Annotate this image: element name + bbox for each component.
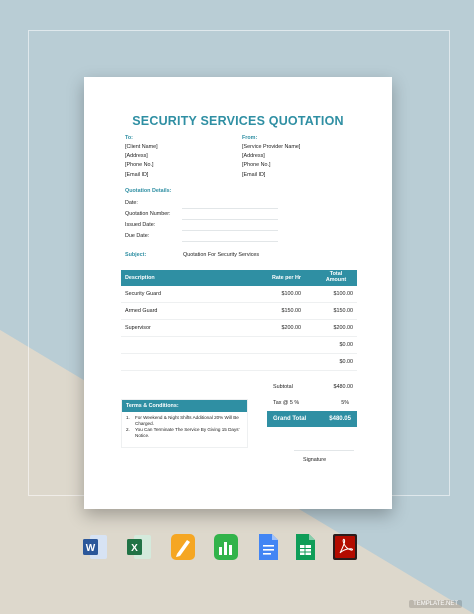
header-rate: Rate per Hr (271, 275, 301, 281)
details-due-label: Due Date: (125, 233, 150, 239)
signature-line (294, 450, 354, 451)
details-issued-label: Issued Date: (125, 222, 156, 228)
to-line: [Phone No.] (125, 162, 154, 169)
subject-label: Subject: (125, 252, 147, 258)
cell-total: $200.00 (333, 325, 353, 331)
cell-total: $100.00 (333, 291, 353, 297)
cell-total: $150.00 (333, 308, 353, 314)
grand-total-label: Grand Total (273, 416, 307, 422)
terms-box (121, 399, 248, 448)
details-number-line (182, 219, 278, 220)
excel-icon[interactable] (126, 533, 152, 561)
subtotal-value: $480.00 (333, 384, 353, 390)
table-row (121, 303, 357, 320)
cell-description: Security Guard (125, 291, 161, 297)
from-block (242, 135, 300, 180)
document-title: SECURITY SERVICES QUOTATION (132, 114, 344, 128)
details-issued-line (182, 230, 278, 231)
details-date-line (182, 208, 278, 209)
terms-item-text: For Weekend & Night Shifts Additional 20% Will Be Charged. (135, 415, 239, 426)
to-heading: To: (125, 135, 133, 141)
terms-item: 1. For Weekend & Night Shifts Additional 20% Will Be Charged. (126, 415, 239, 426)
details-number-label: Quotation Number: (125, 211, 171, 217)
details-heading: Quotation Details: (125, 188, 172, 194)
table-row (121, 320, 357, 337)
subtotal-label: Subtotal (273, 384, 293, 390)
details-date-label: Date: (125, 200, 138, 206)
cell-description: Supervisor (125, 325, 151, 331)
table-row (121, 337, 357, 354)
header-total: Total Amount (325, 271, 347, 283)
from-line: [Service Provider Name] (242, 144, 301, 150)
tax-value: 5% (341, 400, 349, 406)
signature-label: Signature (303, 457, 327, 463)
google-docs-icon[interactable] (255, 533, 281, 561)
cell-total: $0.00 (339, 342, 353, 348)
subtotal-row (267, 379, 357, 395)
format-icons (82, 533, 362, 563)
header-description: Description (125, 275, 155, 281)
cell-description: Armed Guard (125, 308, 158, 314)
cell-rate: $200.00 (281, 325, 301, 331)
cell-total: $0.00 (339, 359, 353, 365)
from-line: [Phone No.] (242, 162, 271, 169)
table-row (121, 354, 357, 371)
to-line: [Client Name] (125, 144, 158, 150)
from-heading: From: (242, 135, 258, 141)
items-table (121, 270, 357, 371)
tax-row (267, 395, 357, 411)
terms-item-text: You Can Terminate The Service By Giving 15 Days' Notice. (135, 427, 240, 438)
google-sheets-icon[interactable] (292, 533, 318, 561)
subject-value: Quotation For Security Services (183, 252, 260, 258)
from-line: [Email ID] (242, 171, 266, 178)
terms-item: 2. You Can Terminate The Service By Giving 15 Days' Notice. (126, 427, 240, 438)
table-header (121, 270, 357, 286)
tax-label: Tax @ 5 % (273, 400, 300, 406)
table-row (121, 286, 357, 303)
to-block (125, 135, 158, 180)
from-line: [Address] (242, 153, 265, 160)
numbers-icon[interactable] (213, 533, 239, 561)
pages-icon[interactable] (170, 533, 196, 561)
pdf-icon[interactable] (332, 533, 358, 561)
svg-text:W: W (85, 543, 96, 554)
grand-total-value: $480.05 (329, 416, 351, 422)
to-line: [Address] (125, 153, 148, 160)
word-icon[interactable] (82, 533, 108, 561)
svg-text:X: X (131, 543, 138, 554)
watermark: TEMPLATE.NET (409, 600, 462, 608)
details-due-line (182, 241, 278, 242)
quotation-document (84, 77, 392, 509)
cell-rate: $100.00 (281, 291, 301, 297)
to-line: [Email ID] (125, 171, 149, 178)
grand-total-row (267, 411, 357, 427)
cell-rate: $150.00 (281, 308, 301, 314)
terms-heading: Terms & Conditions: (122, 400, 247, 412)
